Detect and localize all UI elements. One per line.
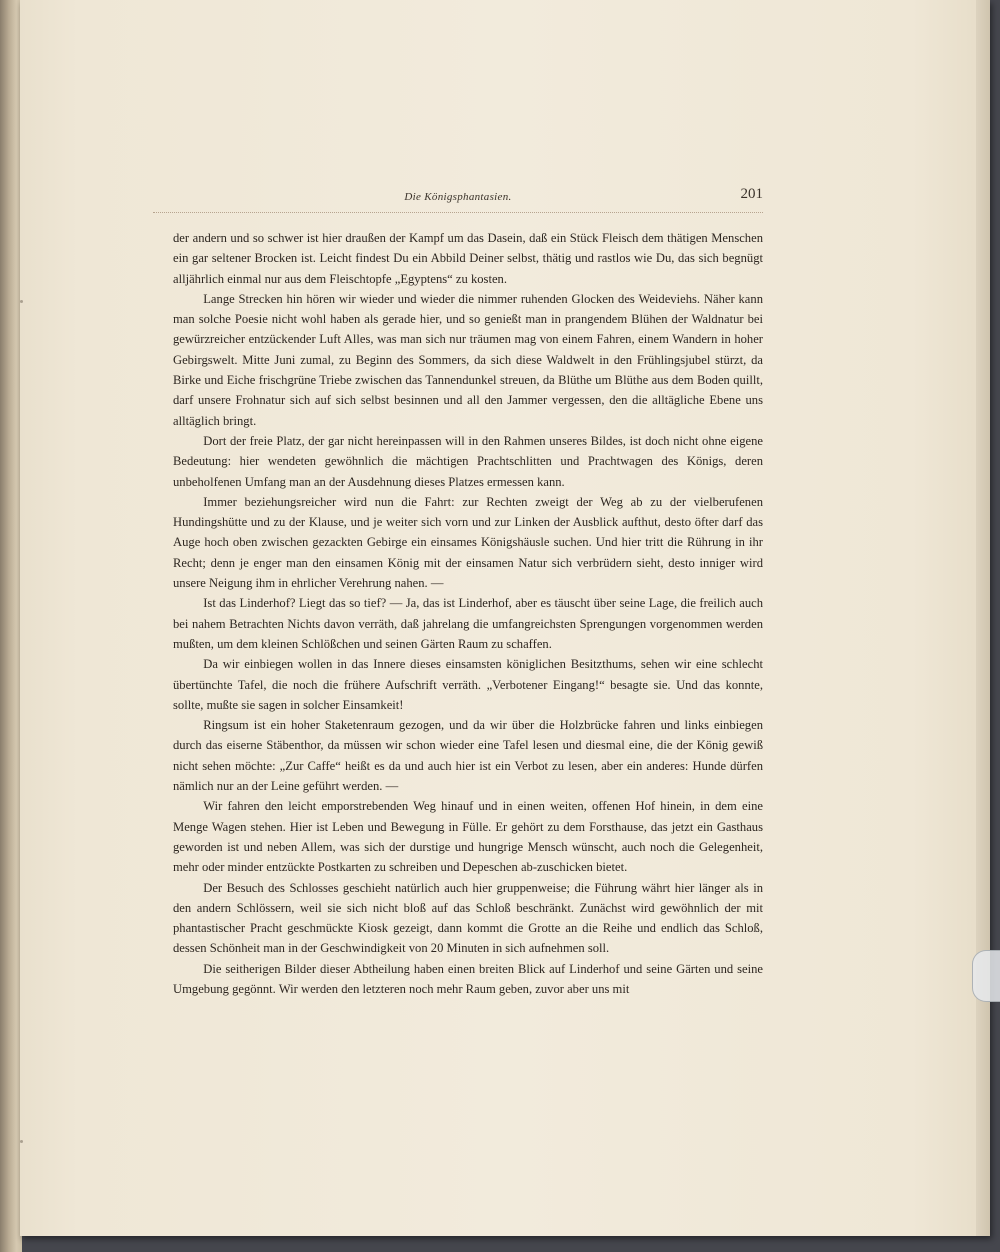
paragraph: Der Besuch des Schlosses geschieht natürlich auch hier gruppenweise; die Führung währt hier länger als in den andern Schlössern, weil sie sich nicht bloß auf das Schloß beschränkt. Zunächst wird gewöhnlich der mit phantastischer Pracht geschmückte Kiosk gezeigt, dann kommt die Grotte an die Reihe und endlich das Schloß, dessen Schönheit man in der Geschwindigkeit von 20 Minuten in sich aufnehmen soll. [173, 880, 763, 956]
paragraph: Da wir einbiegen wollen in das Innere dieses einsamsten königlichen Besitzthums, sehen wir eine schlecht übertünchte Tafel, die noch die frühere Aufschrift verräth. „Verbotener Eingang!“ besagte sie. Und das konnte, sollte, mußte sie sagen in solcher Einsamkeit! [173, 657, 763, 712]
paragraph: Dort der freie Platz, der gar nicht hereinpassen will in den Rahmen unseres Bildes, ist doch nicht ohne eigene Bedeutung: hier wendeten gewöhnlich die mächtigen Prachtschlitten und Prachtwagen des Königs, deren unbeholfenen Umfang man an der Ausdehnung dieses Platzes ermessen kann. [173, 433, 763, 489]
body-text [173, 228, 763, 999]
page-edge-shadow [976, 0, 990, 1236]
paragraph: der andern und so schwer ist hier draußen der Kampf um das Dasein, daß ein Stück Fleisch dem thätigen Menschen ein gar seltener Brocken ist. Leicht findest Du ein Abbild Deiner selbst, thätig und rastlos wie Du, das sich begnügt alljährlich einmal nur aus dem Fleischtopfe „Egyptens“ zu kosten. [173, 231, 763, 286]
running-title: Die Königsphantasien. [404, 191, 512, 203]
binding-hole [20, 1140, 23, 1143]
paragraph: Lange Strecken hin hören wir wieder und wieder die nimmer ruhenden Glocken des Weideviehs. Näher kann man solche Poesie nicht wohl haben als gerade hier, und so genießt man in prangendem Blühen der Waldnatur bei gewürzreicher entzückender Luft Alles, was man sich nur träumen mag von einem Fahren, einem Wandern in hoher Gebirgswelt. Mitte Juni zumal, zu Beginn des Sommers, da sich diese Waldwelt in den Frühlingsjubel stürzt, da Birke und Eiche frischgrüne Triebe zwischen das Tannendunkel streuen, da Blüthe um Blüthe aus dem Boden quillt, darf unsere Frohnatur sich auf sich selbst besinnen und all den Jammer vergessen, den die alltägliche Ebene uns alltäglich bringt. [173, 291, 763, 428]
paragraph: Wir fahren den leicht emporstrebenden Weg hinauf und in einen weiten, offenen Hof hinein, in dem eine Menge Wagen stehen. Hier ist Leben und Bewegung in Fülle. Er gehört zu dem Forsthause, das jetzt ein Gasthaus geworden ist und neben Allem, was sich der durstige und hungrige Mensch wünscht, auch noch die Gelegenheit, mehr oder minder entzückte Postkarten zu schreiben und Depeschen ab-zuschicken bietet. [173, 799, 763, 875]
previous-page-edge [0, 0, 22, 1252]
page-number: 201 [740, 186, 763, 202]
paragraph: Ist das Linderhof? Liegt das so tief? — Ja, das ist Linderhof, aber es täuscht über seine Lage, die freilich auch bei nahem Betrachten Nichts davon verräth, daß jahrelang die umfangreichsten Sprengungen vorgenommen werden mußten, um dem kleinen Schlößchen und seinen Gärten Raum zu schaffen. [173, 596, 763, 651]
binding-hole [20, 300, 23, 303]
header-divider [153, 212, 763, 213]
paragraph: Die seitherigen Bilder dieser Abtheilung haben einen breiten Blick auf Linderhof und seine Gärten und seine Umgebung gegönnt. Wir werden den letzteren noch mehr Raum geben, zuvor aber uns mit [173, 961, 763, 996]
paragraph: Immer beziehungsreicher wird nun die Fahrt: zur Rechten zweigt der Weg ab zu der vielberufenen Hundingshütte und zu der Klause, und je weiter sich vorn und zur Linken der Ausblick aufthut, desto öfter darf das Auge hoch oben zwischen gezackten Gebirge ein einsames Königshäusle suchen. Und hier tritt die Rührung in ihr Recht; denn je enger man den einsamen König mit der einsamen Natur sich verbrüdern sieht, desto inniger wird unsere Neigung ihm in ehrlicher Verehrung nahen. — [173, 494, 763, 591]
paragraph: Ringsum ist ein hoher Staketenraum gezogen, und da wir über die Holzbrücke fahren und links einbiegen durch das eiserne Stäbenthor, da müssen wir schon wieder eine Tafel lesen und diesmal eine, die der König gewiß nicht sehen möchte: „Zur Caffe“ heißt es da und auch hier ist ein Verbot zu lesen, aber ein anderes: Hunde dürfen nämlich nur an der Leine geführt werden. — [173, 718, 763, 794]
running-head [153, 186, 763, 210]
page-tab-marker [972, 950, 1000, 1002]
